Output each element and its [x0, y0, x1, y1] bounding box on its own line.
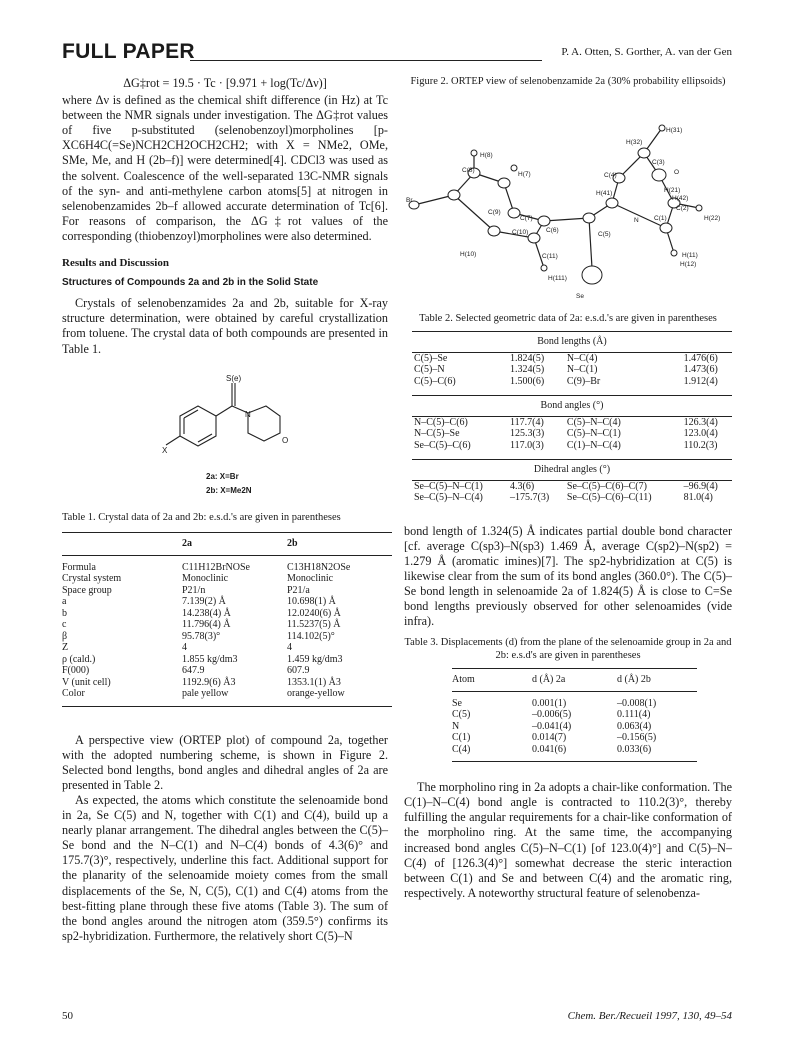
table-cell: 95.78(3)° [182, 630, 221, 642]
table-cell: 7.139(2) Å [182, 596, 226, 608]
table-cell: –0.041(4) [532, 720, 572, 732]
table-cell: F(000) [62, 665, 90, 677]
table-cell: 0.041(6) [532, 744, 617, 762]
table-row [62, 631, 392, 643]
left-column [62, 76, 388, 944]
table1-body [62, 555, 392, 706]
table-cell: –96.9(4) [683, 480, 718, 492]
table-cell: C11H12BrNOSe [182, 561, 250, 573]
equation: ΔG‡rot = 19.5 · Tc · [9.971 + log(Tc/Δν)] [123, 76, 327, 90]
table-cell: 0.014(7) [532, 732, 567, 744]
table-cell: P21/a [287, 584, 310, 596]
header-rule [190, 60, 542, 61]
table-cell: Se–C(5)–C(6)–C(11) [566, 492, 652, 503]
table-cell: 647.9 [182, 665, 205, 677]
ortep-label: H(22) [704, 214, 721, 222]
paragraph: A perspective view (ORTEP plot) of compound 2a, together with the adopted numbering scheme, is shown in Figure 2. Selected bond lengths, bond angles and dihedral angles of 2a are presented in Table 2. [62, 732, 388, 792]
table-cell: 1353.1(1) Å3 [287, 676, 341, 688]
table-cell: Se–C(5)–N–C(1) [414, 480, 483, 492]
table-cell: Monoclinic [182, 573, 229, 585]
table-gap [412, 451, 732, 460]
struct-label-o: O [282, 435, 289, 445]
table-row [452, 709, 697, 721]
table-cell: 1.324(5) [510, 364, 545, 375]
page-number: 50 [62, 1010, 73, 1022]
table-cell: C(5)–N–C(1) [566, 428, 621, 439]
table-row [412, 364, 732, 376]
table-section-heading [412, 332, 732, 353]
table-cell: 14.238(4) Å [182, 607, 231, 619]
table-cell: 11.796(4) Å [182, 619, 231, 631]
table2-body [412, 332, 732, 504]
table-cell: N–C(4) [566, 352, 598, 364]
table-row [452, 732, 697, 744]
table3-header-row [452, 669, 697, 692]
table-cell: Se–C(5)–N–C(4) [414, 492, 483, 503]
table-cell: pale yellow [182, 688, 287, 706]
table-row [62, 608, 392, 620]
table-section-title: Bond lengths (Å) [412, 332, 732, 353]
table-cell: Se [452, 697, 462, 709]
table-cell: –0.156(5) [617, 732, 657, 744]
table-row [62, 642, 392, 654]
table-cell: Space group [62, 584, 112, 596]
table-cell: C(1) [452, 732, 471, 744]
struct-label-n: N [245, 409, 251, 419]
table-cell: 0.001(1) [532, 697, 567, 709]
table-cell: 1.500(6) [510, 375, 545, 387]
ortep-label: H(8) [480, 151, 493, 159]
table-row [62, 688, 392, 706]
table1-header: 2a [182, 533, 287, 556]
ortep-label: H(41) [596, 189, 613, 197]
table-row [62, 555, 392, 573]
struct-label-se: S(e) [226, 373, 242, 383]
table-row [452, 691, 697, 709]
page-header [62, 40, 732, 66]
ortep-label: H(111) [548, 274, 567, 282]
ortep-label: Se [576, 292, 584, 300]
ortep-label: H(12) [680, 260, 697, 268]
paragraph: where Δν is defined as the chemical shift difference (in Hz) at Tc between the NMR signals under investigation. The ΔG‡rot values of five p-substituted (selenobenzoyl)morpholines [p-XC6H4C(=Se)NCH2CH2OCH2CH2; with X = NMe2, OMe, SMe, Me, and H (2b–f)] were determined[4]. CDCl3 was used as the solvent. Coalescence of the well-separated 13C-NMR signals of the syn- and anti-methylene carbon atoms[5] at nitrogen in selenobenzamides 2b–f allowed accurate determination of Tc[6]. For reasons of comparison, the ΔG‡rot values of the corresponding (thiobenzoyl)morpholines were also determined. [62, 93, 388, 243]
table-row [452, 721, 697, 733]
table-cell: 10.698(1) Å [287, 596, 336, 608]
table-cell: C(5)–N [414, 364, 445, 375]
table3-caption: Table 3. Displacements (d) from the plane of the selenoamide group in 2a and 2b: e.s.d's are given in parentheses [404, 637, 732, 661]
ortep-label: O [674, 168, 680, 176]
table-cell: 4.3(6) [510, 480, 535, 492]
table-cell: 0.033(6) [617, 744, 697, 762]
table-cell: 11.5237(5) Å [287, 619, 341, 631]
table-cell: orange-yellow [287, 688, 392, 706]
table3 [452, 668, 697, 762]
ortep-label: H(11) [682, 251, 698, 259]
table-cell: 117.7(4) [510, 416, 544, 428]
paragraph: Crystals of selenobenzamides 2a and 2b, suitable for X-ray structure determination, were obtained by careful crystallization from toluene. The crystal data of both compounds are presented in Table 1. [62, 296, 388, 356]
table2-caption: Table 2. Selected geometric data of 2a: e.s.d.'s are given in parentheses [419, 312, 717, 324]
table-cell: –175.7(3) [510, 492, 550, 503]
table-cell: 1.473(6) [683, 364, 718, 375]
ortep-label: C(6) [546, 226, 559, 234]
table-cell: 0.063(4) [617, 720, 652, 732]
table-row [412, 352, 732, 364]
ortep-label: H(7) [518, 170, 531, 178]
struct-caption-2a: 2a: X=Br [206, 471, 239, 481]
table-cell: 114.102(5)° [287, 630, 335, 642]
table-cell: 110.2(3) [683, 439, 718, 451]
table-cell: V (unit cell) [62, 676, 111, 688]
ortep-label: H(31) [666, 126, 683, 134]
table-cell: 1.824(5) [510, 352, 545, 364]
table-cell: C13H18N2OSe [287, 561, 351, 573]
table-row [412, 480, 732, 492]
ortep-label: H(42) [672, 194, 689, 202]
table-cell: Formula [62, 561, 96, 573]
table-row [62, 619, 392, 631]
ortep-label: C(9) [488, 208, 501, 216]
table1-header [62, 533, 182, 556]
table3-header: d (Å) 2b [617, 669, 697, 692]
table-cell: ρ (cald.) [62, 653, 96, 665]
ortep-label: H(32) [626, 138, 643, 146]
section-type-title: FULL PAPER [62, 40, 195, 63]
ortep-label: C(1) [654, 214, 667, 222]
ortep-figure [404, 93, 732, 303]
ortep-label: Br [406, 196, 413, 204]
table-cell: c [62, 619, 67, 631]
table-gap-cell [412, 387, 732, 396]
table-cell: C(9)–Br [566, 375, 601, 387]
table-row [62, 665, 392, 677]
ortep-label: C(11) [542, 252, 558, 260]
table1-header-row [62, 533, 392, 556]
subsection-heading: Structures of Compounds 2a and 2b in the Solid State [62, 277, 319, 289]
table-cell: C(5)–Se [414, 352, 448, 364]
table-cell: 1.912(4) [683, 375, 718, 387]
structure-drawing [62, 361, 388, 506]
table-cell: 12.0240(6) Å [287, 607, 341, 619]
ortep-label: C(10) [512, 228, 529, 236]
table-cell: Z [62, 642, 69, 654]
table-cell: C(4) [452, 744, 532, 762]
ortep-label: C(2) [676, 204, 689, 212]
table-cell: 4 [287, 642, 292, 654]
table-row [412, 376, 732, 388]
table-cell: N–C(1) [566, 364, 598, 375]
ortep-label: C(7) [520, 214, 533, 222]
ortep-label: C(5) [598, 230, 611, 238]
table-section-heading [412, 396, 732, 417]
table-cell: 1192.9(6) Å3 [182, 676, 236, 688]
table-row [62, 585, 392, 597]
table3-body [452, 691, 697, 762]
table-cell: β [62, 630, 68, 642]
table-cell: Monoclinic [287, 573, 334, 585]
table-row [452, 744, 697, 762]
table-cell: a [62, 596, 67, 608]
table-section-title: Dihedral angles (°) [412, 460, 732, 481]
struct-label-x: X [162, 445, 168, 455]
table-cell: 125.3(3) [510, 428, 545, 439]
table-section-heading [412, 460, 732, 481]
section-heading: Results and Discussion [62, 257, 169, 270]
table3-header: Atom [452, 669, 532, 692]
table-cell: N–C(5)–C(6) [414, 416, 468, 428]
table-cell: C(5)–C(6) [414, 375, 456, 387]
table-cell: 123.0(4) [683, 428, 718, 439]
right-column [404, 76, 732, 901]
table-cell: –0.006(5) [532, 709, 572, 721]
table-row [62, 573, 392, 585]
ortep-label: H(21) [664, 186, 681, 194]
table-row [62, 596, 392, 608]
table-cell: C(1)–N–C(4) [566, 439, 621, 451]
table1-header: 2b [287, 533, 392, 556]
table-cell: Crystal system [62, 573, 122, 585]
table2 [412, 331, 732, 504]
journal-citation: Chem. Ber./Recueil 1997, 130, 49–54 [567, 1010, 732, 1022]
table-row [412, 416, 732, 428]
table-cell: 1.459 kg/dm3 [287, 653, 343, 665]
table-cell: C(5) [452, 709, 471, 721]
paragraph: As expected, the atoms which constitute the selenoamide bond in 2a, Se C(5) and N, together with C(1) and C(4), build up a nearly planar arrangement. The dihedral angles between the C(5)–Se bond and the N–C(1) and N–C(4) bonds of 4.3(6)° and 175.7(3)°, respectively, underline this fact. Additional support for the planarity of the selenoamide moiety comes from the small displacements of the Se, N, C(5), C(1) and C(4) atoms from the best-fitting plane through these five atoms (Table 3). The sum of the bond angles around the nitrogen atom (359.5°) confirms its sp2-hybridization. Furthermore, the relatively short C(5)–N [62, 792, 388, 943]
table-cell: 117.0(3) [510, 439, 544, 451]
table-row [412, 492, 732, 504]
paragraph: The morpholino ring in 2a adopts a chair-like conformation. The C(1)–N–C(4) bond angle is contracted to 110.2(3)°, thereby fulfilling the angular requirements for a chair-like conformation of the morpholino ring. At the same time, the accompanying increased bond angles C(5)–N–C(1) [of 123.0(4)°] and C(5)–N–C(4) of [126.3(4)°] somewhat decrease the steric interaction between C(1) and Se and between C(4) and the aromatic ring, respectively. A noteworthy structural feature of selenobenza- [404, 780, 732, 900]
table-cell: –0.008(1) [617, 697, 657, 709]
table-gap-cell [412, 451, 732, 460]
table-cell: 0.111(4) [617, 709, 651, 721]
table-cell: 1.476(6) [683, 352, 718, 364]
table-row [62, 677, 392, 689]
ortep-label: H(10) [460, 250, 477, 258]
table-cell: 81.0(4) [683, 492, 713, 503]
table-row [412, 440, 732, 452]
table-cell: Se–C(5)–C(6)–C(7) [566, 480, 647, 492]
header-authors: P. A. Otten, S. Gorther, A. van der Gen [561, 46, 732, 58]
table1-caption: Table 1. Crystal data of 2a and 2b: e.s.d.'s are given in parentheses [62, 511, 341, 523]
table-row [62, 654, 392, 666]
ortep-label: N [634, 216, 639, 224]
paragraph: bond length of 1.324(5) Å indicates partial double bond character [cf. average C(sp3)–N(sp3) 1.469 Å, average C(sp2)–N(sp2) = 1.279 Å (aromatic imines)[7]. The sp2-hybridization at C(5) is likewise clear from the sum of its bond angles (360.0°). The C(5)–Se bond length in selenoamide 2a of 1.824(5) Å is close to C=Se bond lengths previously observed for other selenoamides (vide infra). [404, 523, 732, 629]
table-cell: Color [62, 688, 182, 706]
table-cell: 126.3(4) [683, 416, 718, 428]
table3-header: d (Å) 2a [532, 669, 617, 692]
ortep-label: C(3) [652, 158, 665, 166]
table1 [62, 532, 392, 707]
table-cell: N [452, 720, 460, 732]
table-cell: 1.855 kg/dm3 [182, 653, 238, 665]
table-cell: 4 [182, 642, 187, 654]
table-cell: N–C(5)–Se [414, 428, 460, 439]
table-cell: C(5)–N–C(4) [566, 416, 621, 428]
struct-caption-2b: 2b: X=Me2N [206, 485, 252, 495]
table-cell: 607.9 [287, 665, 310, 677]
figure2-caption: Figure 2. ORTEP view of selenobenzamide 2a (30% probability ellipsoids) [410, 76, 726, 87]
table-cell: Se–C(5)–C(6) [414, 439, 471, 451]
ortep-label: C(4) [604, 171, 617, 179]
table-row [412, 428, 732, 440]
table-cell: b [62, 607, 67, 619]
table-cell: P21/n [182, 584, 206, 596]
ortep-label: C(8) [462, 166, 475, 174]
table-section-title: Bond angles (°) [412, 396, 732, 417]
table-gap [412, 387, 732, 396]
